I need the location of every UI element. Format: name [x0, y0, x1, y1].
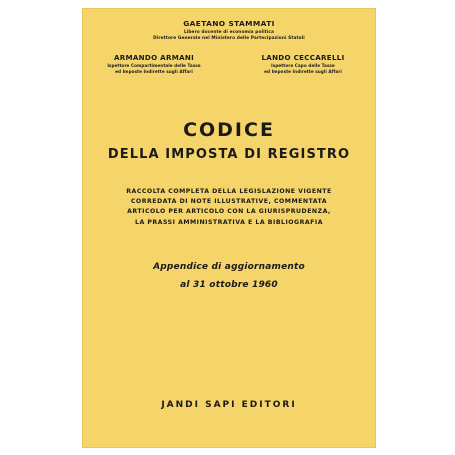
- appendix-line-2: al 31 ottobre 1960: [180, 280, 278, 290]
- book-cover: [82, 8, 376, 448]
- description-line-3: ARTICOLO PER ARTICOLO CON LA GIURISPRUDENZA,: [127, 208, 331, 215]
- author-main-name: GAETANO STAMMATI: [183, 19, 275, 28]
- cover-subtitle: DELLA IMPOSTA DI REGISTRO: [107, 147, 351, 162]
- description-line-4: LA PRASSI AMMINISTRATIVA E LA BIBLIOGRAFIA: [135, 219, 323, 226]
- author-left-role-line-1: Ispettore Compartimentale delle Tasse: [107, 63, 201, 68]
- author-right-role-line-2: ed Imposte Indirette sugli Affari: [264, 69, 342, 74]
- publisher-name: JANDI SAPI EDITORI: [161, 400, 297, 410]
- author-right-name: LANDO CECCARELLI: [261, 53, 345, 62]
- author-main-role-line-1: Libero docente di economia politica: [183, 30, 275, 35]
- description-line-2: CORREDATA DI NOTE ILLUSTRATIVE, COMMENTATA: [130, 198, 328, 205]
- appendix-line-1: Appendice di aggiornamento: [153, 262, 305, 272]
- author-left-role-line-2: ed Imposte Indirette sugli Affari: [115, 69, 193, 74]
- author-right-role-line-1: Ispettore Capo delle Tasse: [271, 63, 335, 68]
- author-left-name: ARMANDO ARMANI: [113, 53, 195, 62]
- description-line-1: RACCOLTA COMPLETA DELLA LEGISLAZIONE VIGENTE: [126, 188, 332, 195]
- author-main-role-line-2: Direttore Generale nel Ministero delle Partecipazioni Statali: [153, 36, 305, 41]
- cover-title: CODICE: [183, 119, 275, 141]
